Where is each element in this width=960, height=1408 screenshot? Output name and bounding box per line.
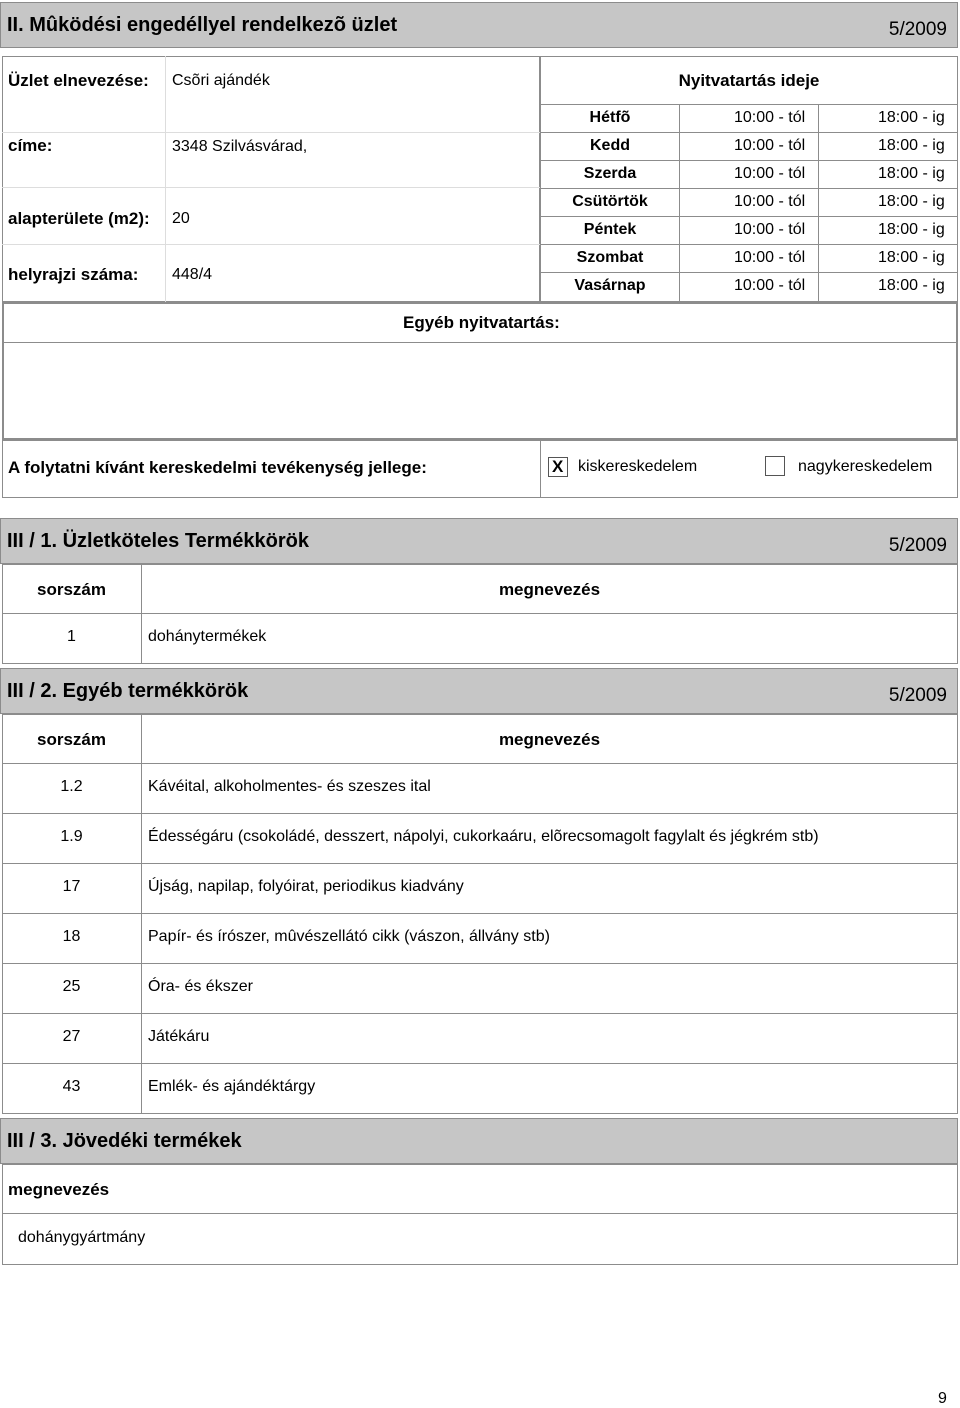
table-row-name: dohánytermékek: [148, 628, 267, 645]
table-row-name: Óra- és ékszer: [148, 978, 253, 995]
activity-label: A folytatni kívánt kereskedelmi tevékenység jellege:: [8, 458, 427, 477]
table-row-num: 1: [67, 628, 76, 645]
hours-day: Péntek: [583, 221, 637, 238]
hours-to: 18:00 - ig: [878, 277, 945, 294]
retail-check-mark: X: [552, 457, 564, 476]
hours-from: 10:00 - tól: [734, 193, 806, 210]
retail-checkbox[interactable]: [548, 457, 568, 477]
hours-to: 18:00 - ig: [878, 165, 945, 182]
hours-from: 10:00 - tól: [734, 277, 806, 294]
hours-to: 18:00 - ig: [878, 193, 945, 210]
hours-to: 18:00 - ig: [878, 249, 945, 266]
table-row-name: Emlék- és ajándéktárgy: [148, 1078, 316, 1095]
table-row-divider: [2, 1063, 958, 1064]
hours-row-divider: [540, 132, 958, 133]
area-label: alapterülete (m2):: [8, 209, 150, 228]
section-3-1-title: III / 1. Üzletköteles Termékkörök: [7, 530, 309, 552]
hours-from: 10:00 - tól: [734, 165, 806, 182]
section-3-1-header: [0, 518, 958, 564]
table-row-name: Papír- és írószer, mûvészellátó cikk (vászon, állvány stb): [148, 928, 550, 945]
table-row-divider: [2, 913, 958, 914]
hours-day: Szerda: [583, 165, 637, 182]
address-value: 3348 Szilvásvárad,: [172, 138, 308, 155]
hours-to: 18:00 - ig: [878, 137, 945, 154]
hours-row-divider: [540, 216, 958, 217]
section-2-year: 5/2009: [888, 19, 947, 40]
hours-row-divider: [540, 272, 958, 273]
hours-from: 10:00 - tól: [734, 249, 806, 266]
table-row-num: 43: [62, 1078, 81, 1095]
hours-to: 18:00 - ig: [878, 221, 945, 238]
section-3-1-year: 5/2009: [888, 535, 947, 556]
table-row-divider: [2, 813, 958, 814]
hours-row-divider: [540, 188, 958, 189]
section-3-2-title: III / 2. Egyéb termékkörök: [7, 680, 249, 702]
page-number: 9: [938, 1390, 947, 1407]
table-row-divider: [2, 1013, 958, 1014]
table-row-num: 25: [62, 978, 81, 995]
s33-col-name: megnevezés: [8, 1180, 110, 1199]
table-row-name: dohánygyártmány: [18, 1229, 146, 1246]
hours-from: 10:00 - tól: [734, 221, 806, 238]
table-row-name: Kávéital, alkoholmentes- és szeszes ital: [148, 778, 431, 795]
wholesale-checkbox[interactable]: [765, 456, 785, 476]
hours-row-divider: [540, 160, 958, 161]
retail-label: kiskereskedelem: [578, 458, 698, 475]
hours-day: Kedd: [590, 137, 630, 154]
hours-to: 18:00 - ig: [878, 109, 945, 126]
hours-day: Hétfõ: [589, 109, 631, 126]
opening-hours-title: Nyitvatartás ideje: [678, 71, 820, 90]
lot-number-label: helyrajzi száma:: [8, 265, 139, 284]
s31-col-num: sorszám: [37, 580, 106, 599]
table-row-name: Játékáru: [148, 1028, 210, 1045]
table-row-divider: [2, 863, 958, 864]
table-row-num: 18: [62, 928, 81, 945]
hours-day: Szombat: [576, 249, 644, 266]
table-row-divider: [2, 963, 958, 964]
table-row-name: Újság, napilap, folyóirat, periodikus kiadvány: [148, 878, 464, 895]
hours-day: Vasárnap: [574, 277, 646, 294]
shop-name-label: Üzlet elnevezése:: [8, 71, 149, 90]
section-3-3-title: III / 3. Jövedéki termékek: [7, 1130, 242, 1152]
other-hours-label: Egyéb nyitvatartás:: [403, 313, 560, 332]
wholesale-label: nagykereskedelem: [798, 458, 933, 475]
shop-name-value: Csõri ajándék: [172, 72, 270, 89]
hours-day: Csütörtök: [572, 193, 648, 210]
hours-from: 10:00 - tól: [734, 109, 806, 126]
area-value: 20: [172, 210, 190, 227]
section-3-3-header: [0, 1118, 958, 1164]
section-3-1-table: [2, 564, 958, 664]
table-row-num: 1.2: [60, 778, 83, 795]
table-row-num: 17: [62, 878, 81, 895]
table-row-num: 27: [62, 1028, 81, 1045]
section-2-header: [0, 2, 958, 48]
lot-number-value: 448/4: [172, 266, 213, 283]
table-row-num: 1.9: [60, 828, 83, 845]
section-2-title: II. Mûködési engedéllyel rendelkezõ üzlet: [7, 14, 398, 36]
hours-from: 10:00 - tól: [734, 137, 806, 154]
section-3-3-table: [2, 1164, 958, 1265]
section-3-2-table: [2, 714, 958, 1114]
table-row-name: Édességáru (csokoládé, desszert, nápolyi, cukorkaáru, elõrecsomagolt fagylalt és jégkrém stb): [148, 828, 819, 845]
section-3-2-year: 5/2009: [888, 685, 947, 706]
s32-col-name: megnevezés: [498, 730, 601, 749]
s31-col-name: megnevezés: [498, 580, 601, 599]
hours-row-divider: [540, 244, 958, 245]
table-header-divider: [2, 763, 958, 764]
s32-col-num: sorszám: [37, 730, 106, 749]
section-3-2-header: [0, 668, 958, 714]
address-label: címe:: [8, 136, 53, 155]
